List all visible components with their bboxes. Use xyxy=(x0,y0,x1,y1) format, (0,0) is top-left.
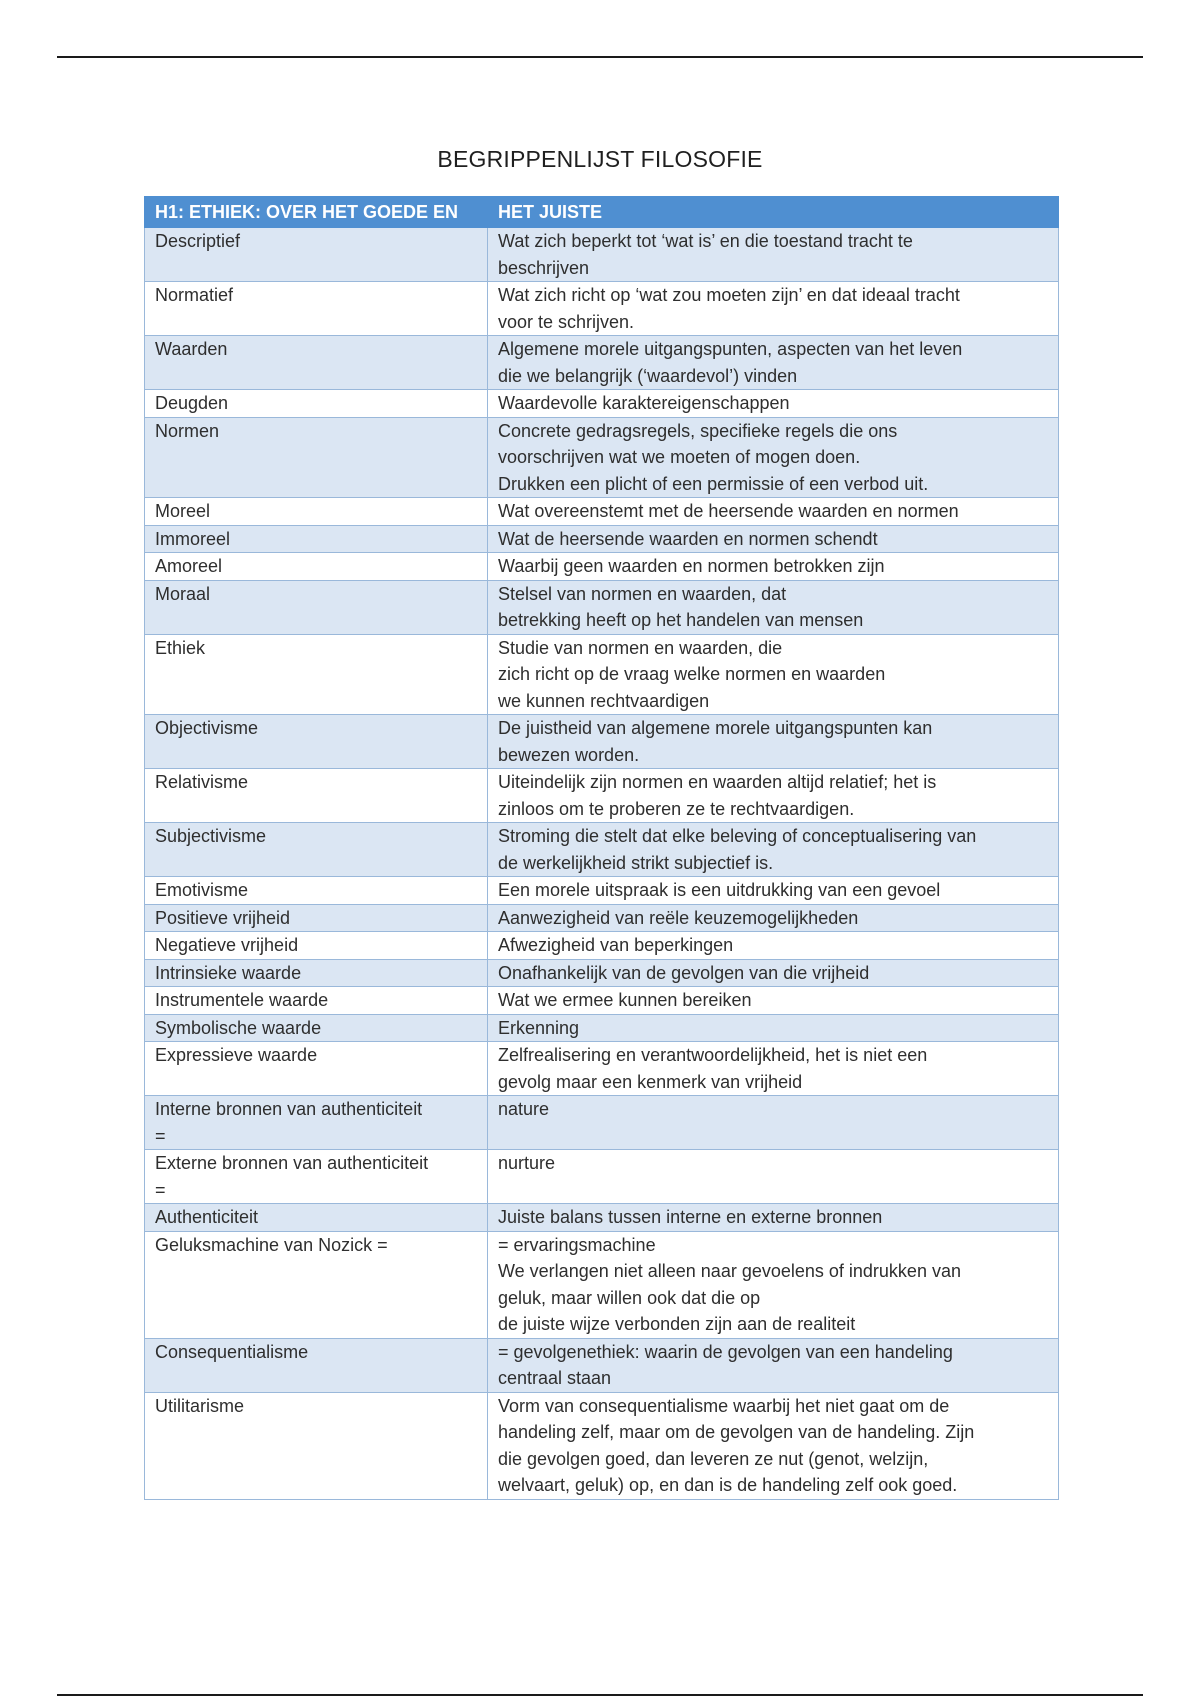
term-text: Consequentialisme xyxy=(155,1341,309,1362)
definition-text: beschrijven xyxy=(498,257,590,278)
table-row xyxy=(145,1150,1059,1204)
term-cell xyxy=(145,823,488,877)
definition-text: nurture xyxy=(498,1153,556,1173)
table-row xyxy=(145,525,1059,553)
term-text: Authenticiteit xyxy=(155,1207,259,1227)
table-row xyxy=(145,580,1059,634)
term-cell xyxy=(145,228,488,282)
table-row xyxy=(145,932,1059,960)
term-cell xyxy=(145,390,488,418)
term-cell xyxy=(145,336,488,390)
definition-text: Algemene morele uitgangspunten, aspecten van het leven xyxy=(498,339,963,359)
term-cell xyxy=(145,769,488,823)
term-cell xyxy=(145,1204,488,1232)
definition-text: die we belangrijk (‘waardevol’) vinden xyxy=(498,365,798,386)
definition-cell xyxy=(488,228,1059,282)
definition-text: Afwezigheid van beperkingen xyxy=(498,935,734,955)
definition-cell xyxy=(488,877,1059,905)
term-cell xyxy=(145,634,488,715)
definition-cell xyxy=(488,715,1059,769)
glossary-table xyxy=(144,196,1059,1500)
table-row xyxy=(145,959,1059,987)
table-row xyxy=(145,1014,1059,1042)
term-cell xyxy=(145,417,488,498)
term-text: Moreel xyxy=(155,501,211,521)
header-cell-chapter: H1: ETHIEK: OVER HET GOEDE EN xyxy=(145,197,488,228)
term-text: Expressieve waarde xyxy=(155,1045,318,1065)
term-cell xyxy=(145,1392,488,1499)
term-text: Externe bronnen van authenticiteit xyxy=(155,1153,429,1173)
table-row xyxy=(145,282,1059,336)
definition-cell xyxy=(488,769,1059,823)
definition-cell xyxy=(488,553,1059,581)
term-text: Descriptief xyxy=(155,231,241,251)
term-cell xyxy=(145,932,488,960)
header-rule xyxy=(57,56,1143,58)
definition-text: Erkenning xyxy=(498,1017,580,1038)
definition-text: Stelsel van normen en waarden, dat xyxy=(498,583,787,604)
definition-text: We verlangen niet alleen naar gevoelens of indrukken van xyxy=(498,1261,961,1281)
table-row xyxy=(145,877,1059,905)
term-text: Positieve vrijheid xyxy=(155,907,291,928)
definition-text: Concrete gedragsregels, specifieke regels die ons xyxy=(498,420,898,441)
definition-text: Onafhankelijk van de gevolgen van die vrijheid xyxy=(498,962,870,983)
definition-cell xyxy=(488,904,1059,932)
definition-text: die gevolgen goed, dan leveren ze nut (genot, welzijn, xyxy=(498,1448,929,1469)
definition-cell xyxy=(488,823,1059,877)
definition-cell xyxy=(488,1392,1059,1499)
term-cell xyxy=(145,580,488,634)
definition-text: voor te schrijven. xyxy=(498,311,635,332)
definition-cell xyxy=(488,1096,1059,1150)
term-text: Objectivisme xyxy=(155,718,259,738)
table-row xyxy=(145,769,1059,823)
header-cell-subtitle: HET JUISTE xyxy=(488,197,1059,228)
definition-text: Een morele uitspraak is een uitdrukking van een gevoel xyxy=(498,880,941,900)
term-text: Instrumentele waarde xyxy=(155,990,329,1010)
term-text: Deugden xyxy=(155,393,229,413)
term-text: Normatief xyxy=(155,285,234,305)
table-row xyxy=(145,1204,1059,1232)
definition-text: centraal staan xyxy=(498,1368,612,1388)
definition-text: Stroming die stelt dat elke beleving of conceptualisering van xyxy=(498,826,977,846)
table-row xyxy=(145,823,1059,877)
table-row xyxy=(145,498,1059,526)
document-title: BEGRIPPENLIJST FILOSOFIE xyxy=(437,146,763,172)
definition-text: = ervaringsmachine xyxy=(498,1234,656,1255)
term-text: Immoreel xyxy=(155,528,231,549)
definition-text: Waardevolle karaktereigenschappen xyxy=(498,393,790,413)
definition-text: De juistheid van algemene morele uitgangspunten kan xyxy=(498,718,933,738)
term-text: Waarden xyxy=(155,339,228,359)
table-row xyxy=(145,553,1059,581)
definition-text: Wat de heersende waarden en normen schendt xyxy=(498,528,878,549)
definition-text: de juiste wijze verbonden zijn aan de realiteit xyxy=(498,1314,856,1334)
definition-cell xyxy=(488,498,1059,526)
definition-cell xyxy=(488,336,1059,390)
term-cell xyxy=(145,1042,488,1096)
definition-text: de werkelijkheid strikt subjectief is. xyxy=(498,852,774,873)
term-cell xyxy=(145,1096,488,1150)
term-cell xyxy=(145,1231,488,1338)
term-cell xyxy=(145,1150,488,1204)
term-cell xyxy=(145,553,488,581)
definition-text: Vorm van consequentialisme waarbij het niet gaat om de xyxy=(498,1395,950,1416)
table-row xyxy=(145,634,1059,715)
table-row xyxy=(145,1231,1059,1338)
definition-cell xyxy=(488,525,1059,553)
definition-text: Wat zich beperkt tot ‘wat is’ en die toestand tracht te xyxy=(498,231,913,251)
definition-text: Waarbij geen waarden en normen betrokken zijn xyxy=(498,556,885,576)
definition-text: = gevolgenethiek: waarin de gevolgen van een handeling xyxy=(498,1341,953,1362)
table-row xyxy=(145,715,1059,769)
definition-cell xyxy=(488,1042,1059,1096)
table-row xyxy=(145,904,1059,932)
definition-cell xyxy=(488,1231,1059,1338)
term-text: = xyxy=(155,1179,166,1200)
definition-text: Uiteindelijk zijn normen en waarden altijd relatief; het is xyxy=(498,772,937,792)
table-row xyxy=(145,417,1059,498)
definition-cell xyxy=(488,580,1059,634)
term-text: Emotivisme xyxy=(155,880,249,900)
term-text: Negatieve vrijheid xyxy=(155,935,299,955)
term-text: Moraal xyxy=(155,583,211,604)
definition-text: Studie van normen en waarden, die xyxy=(498,637,783,658)
definition-text: voorschrijven wat we moeten of mogen doen. xyxy=(498,447,861,467)
definition-cell xyxy=(488,1014,1059,1042)
table-row xyxy=(145,1392,1059,1499)
term-cell xyxy=(145,959,488,987)
glossary-body xyxy=(145,228,1059,1500)
definition-text: Wat zich richt op ‘wat zou moeten zijn’ en dat ideaal tracht xyxy=(498,285,960,305)
definition-cell xyxy=(488,1204,1059,1232)
definition-text: zinloos om te proberen ze te rechtvaardigen. xyxy=(498,798,855,819)
definition-text: geluk, maar willen ook dat die op xyxy=(498,1287,761,1308)
term-text: Geluksmachine van Nozick = xyxy=(155,1234,388,1255)
definition-text: Wat overeenstemt met de heersende waarden en normen xyxy=(498,501,959,521)
definition-cell xyxy=(488,634,1059,715)
term-cell xyxy=(145,715,488,769)
definition-text: Juiste balans tussen interne en externe bronnen xyxy=(498,1207,883,1227)
table-row xyxy=(145,228,1059,282)
definition-cell xyxy=(488,1150,1059,1204)
definition-text: handeling zelf, maar om de gevolgen van de handeling. Zijn xyxy=(498,1422,975,1442)
table-row xyxy=(145,336,1059,390)
definition-cell xyxy=(488,1338,1059,1392)
definition-cell xyxy=(488,987,1059,1015)
definition-text: gevolg maar een kenmerk van vrijheid xyxy=(498,1071,803,1092)
term-cell xyxy=(145,904,488,932)
term-cell xyxy=(145,877,488,905)
term-text: Normen xyxy=(155,420,220,441)
term-text: Utilitarisme xyxy=(155,1395,245,1416)
definition-cell xyxy=(488,959,1059,987)
table-row xyxy=(145,987,1059,1015)
table-row xyxy=(145,1096,1059,1150)
term-cell xyxy=(145,498,488,526)
definition-cell xyxy=(488,390,1059,418)
term-cell xyxy=(145,987,488,1015)
table-row xyxy=(145,1042,1059,1096)
table-header-row xyxy=(145,197,1059,228)
term-text: Ethiek xyxy=(155,637,206,658)
definition-cell xyxy=(488,932,1059,960)
definition-text: bewezen worden. xyxy=(498,744,640,765)
term-text: Intrinsieke waarde xyxy=(155,962,302,983)
definition-text: we kunnen rechtvaardigen xyxy=(498,690,710,711)
term-text: = xyxy=(155,1125,166,1146)
definition-text: Wat we ermee kunnen bereiken xyxy=(498,990,752,1010)
term-cell xyxy=(145,1014,488,1042)
table-row xyxy=(145,1338,1059,1392)
definition-text: Drukken een plicht of een permissie of een verbod uit. xyxy=(498,473,929,494)
definition-cell xyxy=(488,282,1059,336)
term-text: Interne bronnen van authenticiteit xyxy=(155,1099,423,1119)
term-cell xyxy=(145,525,488,553)
term-text: Amoreel xyxy=(155,556,223,576)
term-text: Subjectivisme xyxy=(155,826,267,846)
term-text: Symbolische waarde xyxy=(155,1017,322,1038)
term-cell xyxy=(145,282,488,336)
definition-text: zich richt op de vraag welke normen en waarden xyxy=(498,664,886,684)
term-text: Relativisme xyxy=(155,772,249,792)
definition-text: betrekking heeft op het handelen van mensen xyxy=(498,610,864,630)
definition-text: Aanwezigheid van reële keuzemogelijkheden xyxy=(498,907,859,928)
definition-text: welvaart, geluk) op, en dan is de handeling zelf ook goed. xyxy=(498,1475,958,1495)
definition-text: nature xyxy=(498,1099,550,1119)
term-cell xyxy=(145,1338,488,1392)
definition-text: Zelfrealisering en verantwoordelijkheid, het is niet een xyxy=(498,1045,928,1065)
definition-cell xyxy=(488,417,1059,498)
footer-rule xyxy=(57,1694,1143,1696)
table-row xyxy=(145,390,1059,418)
